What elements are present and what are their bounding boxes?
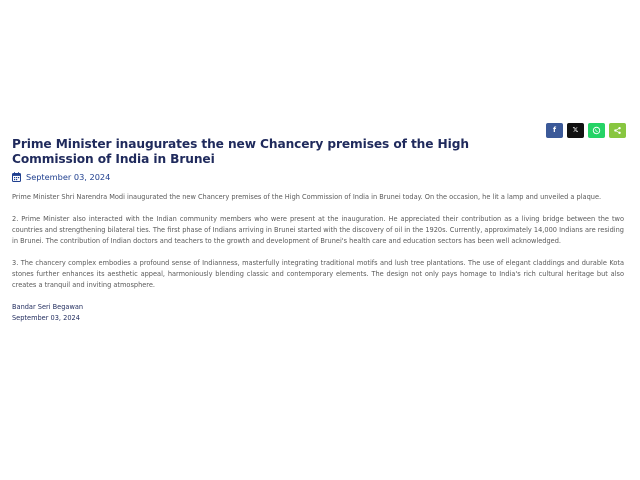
x-icon: 𝕏 <box>572 126 579 134</box>
signature-date: September 03, 2024 <box>12 314 80 322</box>
paragraph-3: 3. The chancery complex embodies a profound sense of Indianness, masterfully integrating traditional motifs and lush tree plantations. The use of elegant claddings and durable Kota stones further enhances its aesthetic appeal, harmoniously blending classic and contemporary elements. The design not only pays homage to India's rich cultural heritage but also creates a tranquil and inviting atmosphere. <box>12 259 624 289</box>
facebook-share-button[interactable] <box>546 123 563 138</box>
whatsapp-share-button[interactable] <box>588 123 605 138</box>
article-date-line <box>12 171 624 183</box>
calendar-icon <box>12 172 21 182</box>
signature-place: Bandar Seri Begawan <box>12 303 84 311</box>
article <box>12 137 624 324</box>
signature-block <box>12 302 624 324</box>
share-icon <box>613 126 622 135</box>
paragraph-1: Prime Minister Shri Narendra Modi inaugurated the new Chancery premises of the High Commission of India in Brunei today. On the occasion, he lit a lamp and unveiled a plaque. <box>12 193 602 201</box>
share-bar <box>546 123 626 138</box>
whatsapp-icon <box>592 126 601 135</box>
paragraph-2: 2. Prime Minister also interacted with the Indian community members who were present at the inauguration. He appreciated their contribution as a living bridge between the two countries and strengthening bilateral ties. The first phase of Indians arriving in Brunei started with the discovery of oil in the 1920s. Currently, approximately 14,000 Indians are residing in Brunei. The contribution of Indian doctors and teachers to the growth and development of Brunei's health care and education sectors has been well acknowledged. <box>12 215 624 245</box>
share-button[interactable] <box>609 123 626 138</box>
x-share-button[interactable] <box>567 123 584 138</box>
article-date: September 03, 2024 <box>26 172 111 182</box>
facebook-icon: f <box>552 126 557 134</box>
article-title: Prime Minister inaugurates the new Chancery premises of the High Commission of India in Brunei <box>12 137 469 166</box>
